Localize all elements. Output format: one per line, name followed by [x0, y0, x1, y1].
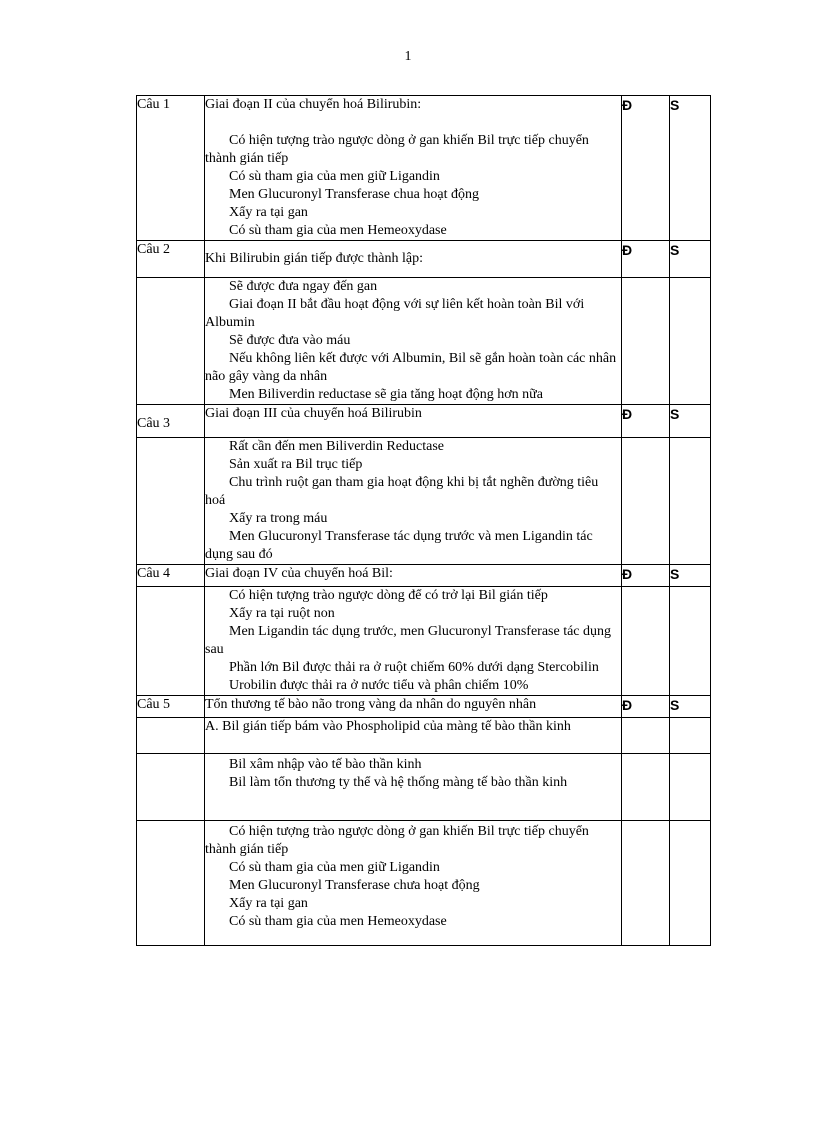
answer-option: Xẩy ra tại gan: [229, 205, 308, 220]
options-row: [137, 754, 711, 821]
question-stem: Khi Bilirubin gián tiếp được thành lập:: [205, 241, 622, 278]
answer-option: Có hiện tượng trào ngược dòng ở gan khiến Bil trực tiếp chuyển thành gián tiếp: [205, 133, 589, 166]
answer-option: Men Glucuronyl Transferase tác dụng trước và men Ligandin tác dụng sau đó: [205, 529, 593, 562]
false-mark: S: [670, 241, 711, 278]
answer-option: Nếu không liên kết được với Albumin, Bil sẽ gắn hoàn toàn các nhân não gây vàng da nhân: [205, 351, 617, 384]
true-mark: Đ: [622, 241, 670, 278]
question-stem: Giai đoạn IV của chuyển hoá Bil:: [205, 565, 622, 587]
question-stem: Giai đoạn III của chuyển hoá Bilirubin: [205, 405, 622, 438]
answer-option: Xẩy ra tại ruột non: [229, 606, 335, 621]
false-mark: S: [670, 696, 711, 718]
answer-option: Giai đoạn II bắt đầu hoạt động với sự liên kết hoàn toàn Bil với Albumin: [205, 297, 585, 330]
answer-option: Có sù tham gia của men Hemeoxydase: [229, 223, 447, 238]
question-row: [137, 565, 711, 587]
answer-option: Bil xâm nhập vào tế bào thần kinh: [229, 757, 422, 772]
answer-option: Urobilin được thải ra ở nước tiểu và phân chiếm 10%: [229, 678, 529, 693]
options-row: [137, 278, 711, 405]
answer-options: [205, 278, 622, 405]
true-mark: Đ: [622, 96, 670, 241]
answer-option: Có hiện tượng trào ngược dòng để có trở lại Bil gián tiếp: [229, 588, 548, 603]
options-row: [137, 587, 711, 696]
answer-option: Men Ligandin tác dụng trước, men Glucuronyl Transferase tác dụng sau: [205, 624, 612, 657]
answer-options: [205, 754, 622, 821]
question-stem: Giai đoạn II của chuyển hoá Bilirubin:: [205, 97, 422, 112]
question-label: Câu 3: [137, 405, 205, 438]
question-row: [137, 405, 711, 438]
false-mark: S: [670, 565, 711, 587]
false-mark: S: [670, 96, 711, 241]
answer-option: Bil làm tổn thương ty thể và hệ thống màng tế bào thần kinh: [229, 775, 568, 790]
true-mark: Đ: [622, 405, 670, 438]
answer-option: Có sù tham gia của men giữ Ligandin: [229, 169, 440, 184]
answer-option: Có sù tham gia của men giữ Ligandin: [229, 860, 440, 875]
answer-option: A. Bil gián tiếp bám vào Phospholipid của màng tế bào thần kinh: [205, 718, 622, 754]
question-row: [137, 241, 711, 278]
answer-option: Chu trình ruột gan tham gia hoạt động khi bị tắt nghẽn đường tiêu hoá: [205, 475, 599, 508]
answer-option: Rất cần đến men Biliverdin Reductase: [229, 439, 444, 454]
answer-option: Sẽ được đưa ngay đến gan: [229, 279, 378, 294]
answer-options: [205, 821, 622, 946]
options-row: [137, 821, 711, 946]
question-label: Câu 5: [137, 696, 205, 718]
answer-option: Men Glucuronyl Transferase chưa hoạt động: [229, 878, 480, 893]
page-number: 1: [404, 49, 412, 64]
answer-option: Men Glucuronyl Transferase chua hoạt động: [229, 187, 480, 202]
false-mark: S: [670, 405, 711, 438]
answer-option: Phần lớn Bil được thải ra ở ruột chiếm 60% dưới dạng Stercobilin: [229, 660, 599, 675]
true-mark: Đ: [622, 565, 670, 587]
answer-option: Xẩy ra tại gan: [229, 896, 308, 911]
question-stem: Tổn thương tế bào não trong vàng da nhân do nguyên nhân: [205, 696, 622, 718]
answer-option: Men Biliverdin reductase sẽ gia tăng hoạt động hơn nữa: [229, 387, 543, 402]
question-row: [137, 696, 711, 718]
answer-options: [205, 438, 622, 565]
answer-option: Sản xuất ra Bil trục tiếp: [229, 457, 363, 472]
true-mark: Đ: [622, 696, 670, 718]
options-row: [137, 718, 711, 754]
answer-options: [205, 587, 622, 696]
quiz-table: [136, 95, 711, 946]
options-row: [137, 438, 711, 565]
question-body: [205, 96, 622, 241]
question-label: Câu 1: [137, 96, 205, 241]
answer-option: Sẽ được đưa vào máu: [229, 333, 351, 348]
question-label: Câu 2: [137, 241, 205, 278]
question-label: Câu 4: [137, 565, 205, 587]
answer-option: Có sù tham gia của men Hemeoxydase: [229, 914, 447, 929]
question-row: [137, 96, 711, 241]
answer-option: Xẩy ra trong máu: [229, 511, 328, 526]
answer-option: Có hiện tượng trào ngược dòng ở gan khiến Bil trực tiếp chuyển thành gián tiếp: [205, 824, 589, 857]
